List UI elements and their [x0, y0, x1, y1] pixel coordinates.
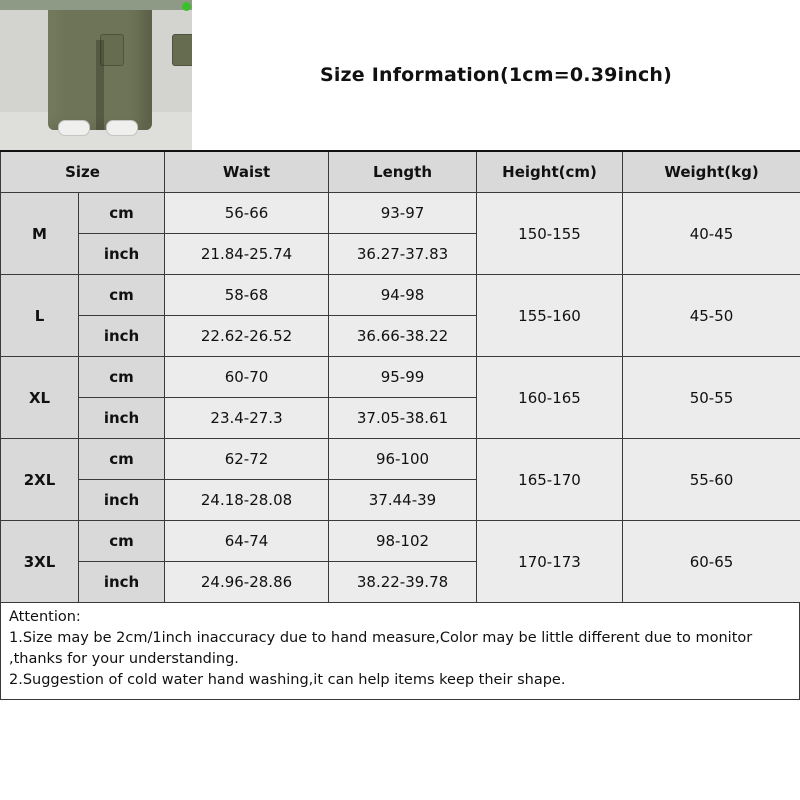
cell-waist-cm: 58-68	[165, 275, 329, 316]
cell-length-cm: 95-99	[329, 357, 477, 398]
cell-waist-cm: 62-72	[165, 439, 329, 480]
cell-waist-cm: 56-66	[165, 193, 329, 234]
table-header-row	[1, 151, 800, 193]
table-row	[1, 439, 800, 480]
cell-height: 150-155	[477, 193, 623, 275]
cell-unit-cm: cm	[79, 521, 165, 562]
header-length: Length	[329, 151, 477, 193]
cell-size: M	[1, 193, 79, 275]
table-row	[1, 193, 800, 234]
cell-length-cm: 93-97	[329, 193, 477, 234]
cargo-pants-graphic	[48, 0, 152, 130]
attention-line-2: 2.Suggestion of cold water hand washing,it can help items keep their shape.	[9, 672, 566, 689]
cell-length-cm: 96-100	[329, 439, 477, 480]
cell-waist-inch: 22.62-26.52	[165, 316, 329, 357]
cell-waist-inch: 21.84-25.74	[165, 234, 329, 275]
cell-waist-inch: 24.18-28.08	[165, 480, 329, 521]
cell-size: 2XL	[1, 439, 79, 521]
cell-waist-cm: 60-70	[165, 357, 329, 398]
cell-size: L	[1, 275, 79, 357]
title-area	[192, 0, 800, 150]
attention-heading: Attention:	[9, 609, 81, 625]
cell-length-inch: 37.05-38.61	[329, 398, 477, 439]
cell-length-inch: 37.44-39	[329, 480, 477, 521]
cell-weight: 60-65	[623, 521, 800, 603]
header-height: Height(cm)	[477, 151, 623, 193]
header-waist: Waist	[165, 151, 329, 193]
shoe-left-graphic	[58, 120, 90, 136]
cell-weight: 50-55	[623, 357, 800, 439]
cell-size: 3XL	[1, 521, 79, 603]
green-dot-icon	[182, 2, 191, 11]
page-title: Size Information(1cm=0.39inch)	[319, 64, 673, 86]
cell-unit-cm: cm	[79, 357, 165, 398]
cell-unit-inch: inch	[79, 562, 165, 603]
table-row	[1, 521, 800, 562]
pocket-left-graphic	[100, 34, 124, 66]
cell-unit-cm: cm	[79, 439, 165, 480]
size-table	[0, 150, 800, 603]
cell-length-inch: 36.27-37.83	[329, 234, 477, 275]
cell-waist-inch: 23.4-27.3	[165, 398, 329, 439]
cell-unit-cm: cm	[79, 275, 165, 316]
cell-weight: 45-50	[623, 275, 800, 357]
cell-unit-inch: inch	[79, 398, 165, 439]
cell-length-cm: 98-102	[329, 521, 477, 562]
header-weight: Weight(kg)	[623, 151, 800, 193]
cell-height: 165-170	[477, 439, 623, 521]
header-band	[0, 0, 800, 150]
cell-length-inch: 36.66-38.22	[329, 316, 477, 357]
cell-size: XL	[1, 357, 79, 439]
table-row	[1, 357, 800, 398]
cell-unit-inch: inch	[79, 480, 165, 521]
attention-block	[0, 603, 800, 700]
cell-waist-cm: 64-74	[165, 521, 329, 562]
header-size: Size	[1, 151, 165, 193]
photo-top-strip	[0, 0, 192, 10]
product-photo	[0, 0, 192, 150]
cell-unit-inch: inch	[79, 316, 165, 357]
cell-weight: 40-45	[623, 193, 800, 275]
cell-unit-cm: cm	[79, 193, 165, 234]
cell-height: 160-165	[477, 357, 623, 439]
cell-length-inch: 38.22-39.78	[329, 562, 477, 603]
cell-unit-inch: inch	[79, 234, 165, 275]
cell-weight: 55-60	[623, 439, 800, 521]
pocket-right-graphic	[172, 34, 192, 66]
cell-height: 155-160	[477, 275, 623, 357]
bottom-whitespace	[0, 700, 800, 762]
cell-waist-inch: 24.96-28.86	[165, 562, 329, 603]
shoe-right-graphic	[106, 120, 138, 136]
table-row	[1, 275, 800, 316]
attention-line-1: 1.Size may be 2cm/1inch inaccuracy due to hand measure,Color may be little different due to monitor ,thanks for your understanding.	[9, 630, 753, 668]
cell-length-cm: 94-98	[329, 275, 477, 316]
cell-height: 170-173	[477, 521, 623, 603]
